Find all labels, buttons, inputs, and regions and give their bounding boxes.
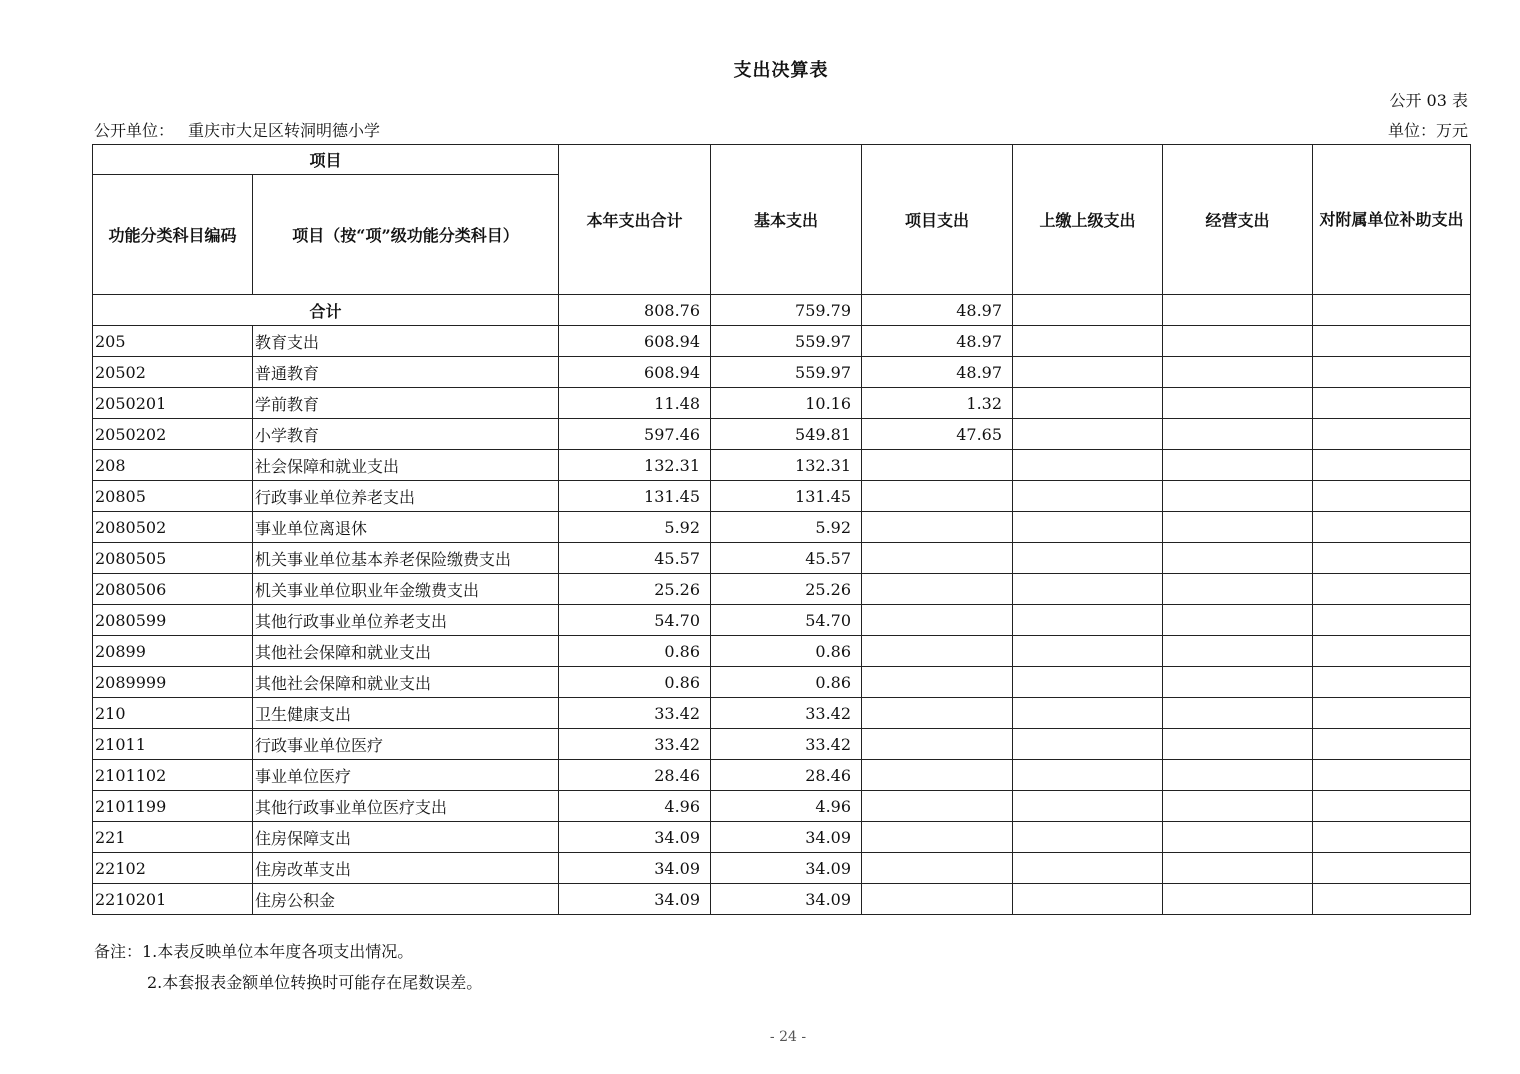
total-cell-basic: 759.79: [711, 295, 862, 326]
cell-code: 20805: [93, 481, 253, 512]
cell-total: 132.31: [559, 450, 711, 481]
cell-subsidy: [1313, 481, 1471, 512]
cell-code: 221: [93, 822, 253, 853]
cell-name: 机关事业单位基本养老保险缴费支出: [253, 543, 559, 574]
cell-subsidy: [1313, 419, 1471, 450]
cell-upper: [1013, 388, 1163, 419]
table-row: [93, 729, 1471, 760]
note-2: 2.本套报表金额单位转换时可能存在尾数误差。: [147, 973, 483, 992]
cell-business: [1163, 760, 1313, 791]
cell-total: 0.86: [559, 636, 711, 667]
cell-business: [1163, 853, 1313, 884]
table-row: [93, 574, 1471, 605]
cell-project: 48.97: [862, 326, 1013, 357]
cell-code: 2050202: [93, 419, 253, 450]
cell-project: 1.32: [862, 388, 1013, 419]
cell-name: 小学教育: [253, 419, 559, 450]
cell-subsidy: [1313, 543, 1471, 574]
form-number: 公开 03 表: [1389, 91, 1468, 110]
cell-basic: 5.92: [711, 512, 862, 543]
cell-code: 2050201: [93, 388, 253, 419]
table-row: [93, 512, 1471, 543]
cell-code: 22102: [93, 853, 253, 884]
cell-project: [862, 791, 1013, 822]
cell-subsidy: [1313, 667, 1471, 698]
cell-basic: 54.70: [711, 605, 862, 636]
table-row: [93, 419, 1471, 450]
table-row: [93, 636, 1471, 667]
cell-business: [1163, 543, 1313, 574]
cell-total: 45.57: [559, 543, 711, 574]
cell-project: [862, 605, 1013, 636]
cell-upper: [1013, 636, 1163, 667]
header-business: 经营支出: [1163, 145, 1313, 295]
cell-project: [862, 481, 1013, 512]
cell-basic: 0.86: [711, 667, 862, 698]
cell-total: 4.96: [559, 791, 711, 822]
cell-upper: [1013, 450, 1163, 481]
cell-code: 2101199: [93, 791, 253, 822]
cell-subsidy: [1313, 791, 1471, 822]
cell-project: [862, 729, 1013, 760]
cell-business: [1163, 605, 1313, 636]
cell-name: 事业单位医疗: [253, 760, 559, 791]
cell-total: 33.42: [559, 729, 711, 760]
cell-business: [1163, 357, 1313, 388]
table-row: [93, 357, 1471, 388]
cell-basic: 28.46: [711, 760, 862, 791]
cell-name: 事业单位离退休: [253, 512, 559, 543]
cell-total: 25.26: [559, 574, 711, 605]
cell-code: 2210201: [93, 884, 253, 915]
cell-upper: [1013, 853, 1163, 884]
table-row: [93, 450, 1471, 481]
notes: [94, 936, 482, 998]
total-cell-upper: [1013, 295, 1163, 326]
cell-name: 住房保障支出: [253, 822, 559, 853]
table-row: [93, 388, 1471, 419]
table-row: [93, 543, 1471, 574]
cell-business: [1163, 729, 1313, 760]
reporting-unit: [94, 118, 380, 141]
cell-upper: [1013, 822, 1163, 853]
cell-basic: 34.09: [711, 853, 862, 884]
cell-project: 48.97: [862, 357, 1013, 388]
total-cell-total: 808.76: [559, 295, 711, 326]
expenditure-table: [92, 144, 1471, 915]
cell-code: 20899: [93, 636, 253, 667]
cell-basic: 132.31: [711, 450, 862, 481]
cell-total: 0.86: [559, 667, 711, 698]
cell-name: 机关事业单位职业年金缴费支出: [253, 574, 559, 605]
cell-business: [1163, 791, 1313, 822]
cell-name: 学前教育: [253, 388, 559, 419]
total-cell-project: 48.97: [862, 295, 1013, 326]
cell-upper: [1013, 543, 1163, 574]
cell-basic: 0.86: [711, 636, 862, 667]
total-cell-business: [1163, 295, 1313, 326]
cell-upper: [1013, 667, 1163, 698]
cell-subsidy: [1313, 605, 1471, 636]
cell-basic: 34.09: [711, 884, 862, 915]
cell-business: [1163, 326, 1313, 357]
table-row: [93, 481, 1471, 512]
cell-total: 28.46: [559, 760, 711, 791]
cell-name: 普通教育: [253, 357, 559, 388]
header-project: 项目支出: [862, 145, 1013, 295]
cell-subsidy: [1313, 760, 1471, 791]
cell-project: [862, 636, 1013, 667]
cell-upper: [1013, 605, 1163, 636]
cell-business: [1163, 636, 1313, 667]
cell-name: 教育支出: [253, 326, 559, 357]
cell-subsidy: [1313, 698, 1471, 729]
cell-name: 其他行政事业单位养老支出: [253, 605, 559, 636]
header-subsidy: 对附属单位补助支出: [1313, 145, 1471, 295]
cell-basic: 34.09: [711, 822, 862, 853]
cell-code: 2080502: [93, 512, 253, 543]
cell-basic: 131.45: [711, 481, 862, 512]
cell-total: 33.42: [559, 698, 711, 729]
currency-unit: 单位：万元: [1387, 121, 1468, 140]
cell-subsidy: [1313, 388, 1471, 419]
cell-upper: [1013, 698, 1163, 729]
cell-code: 2080506: [93, 574, 253, 605]
cell-basic: 25.26: [711, 574, 862, 605]
cell-code: 208: [93, 450, 253, 481]
cell-project: [862, 884, 1013, 915]
cell-basic: 10.16: [711, 388, 862, 419]
cell-subsidy: [1313, 636, 1471, 667]
cell-business: [1163, 667, 1313, 698]
cell-subsidy: [1313, 853, 1471, 884]
cell-basic: 33.42: [711, 698, 862, 729]
cell-subsidy: [1313, 729, 1471, 760]
total-label: 合计: [93, 295, 559, 326]
cell-total: 5.92: [559, 512, 711, 543]
cell-name: 卫生健康支出: [253, 698, 559, 729]
cell-upper: [1013, 419, 1163, 450]
cell-project: [862, 667, 1013, 698]
cell-total: 608.94: [559, 326, 711, 357]
cell-code: 2080599: [93, 605, 253, 636]
cell-basic: 559.97: [711, 357, 862, 388]
cell-name: 其他行政事业单位医疗支出: [253, 791, 559, 822]
table-row: [93, 667, 1471, 698]
cell-subsidy: [1313, 822, 1471, 853]
cell-code: 20502: [93, 357, 253, 388]
table-body: [93, 295, 1471, 915]
cell-upper: [1013, 884, 1163, 915]
header-code: 功能分类科目编码: [93, 175, 253, 295]
cell-total: 34.09: [559, 884, 711, 915]
cell-total: 131.45: [559, 481, 711, 512]
cell-business: [1163, 419, 1313, 450]
cell-name: 其他社会保障和就业支出: [253, 667, 559, 698]
page-number: - 24 -: [769, 1029, 807, 1045]
note-1: 备注：1.本表反映单位本年度各项支出情况。: [94, 942, 414, 961]
cell-total: 608.94: [559, 357, 711, 388]
cell-upper: [1013, 512, 1163, 543]
header-basic: 基本支出: [711, 145, 862, 295]
cell-basic: 4.96: [711, 791, 862, 822]
cell-business: [1163, 512, 1313, 543]
cell-project: [862, 698, 1013, 729]
total-cell-subsidy: [1313, 295, 1471, 326]
cell-subsidy: [1313, 512, 1471, 543]
table-row: [93, 326, 1471, 357]
cell-total: 34.09: [559, 822, 711, 853]
cell-name: 其他社会保障和就业支出: [253, 636, 559, 667]
cell-project: [862, 853, 1013, 884]
cell-project: [862, 760, 1013, 791]
cell-total: 34.09: [559, 853, 711, 884]
table-row: [93, 605, 1471, 636]
cell-business: [1163, 822, 1313, 853]
cell-upper: [1013, 357, 1163, 388]
cell-subsidy: [1313, 326, 1471, 357]
cell-code: 21011: [93, 729, 253, 760]
cell-total: 597.46: [559, 419, 711, 450]
cell-name: 住房改革支出: [253, 853, 559, 884]
cell-upper: [1013, 760, 1163, 791]
cell-code: 205: [93, 326, 253, 357]
cell-basic: 559.97: [711, 326, 862, 357]
header-upper: 上缴上级支出: [1013, 145, 1163, 295]
cell-business: [1163, 884, 1313, 915]
cell-name: 住房公积金: [253, 884, 559, 915]
header-project-group: 项目: [93, 145, 559, 175]
table-row: [93, 884, 1471, 915]
cell-name: 行政事业单位养老支出: [253, 481, 559, 512]
cell-project: [862, 450, 1013, 481]
cell-total: 11.48: [559, 388, 711, 419]
cell-subsidy: [1313, 884, 1471, 915]
cell-name: 行政事业单位医疗: [253, 729, 559, 760]
cell-project: [862, 574, 1013, 605]
cell-business: [1163, 481, 1313, 512]
cell-total: 54.70: [559, 605, 711, 636]
reporting-unit-label: 公开单位：: [94, 121, 175, 140]
cell-basic: 549.81: [711, 419, 862, 450]
cell-upper: [1013, 481, 1163, 512]
cell-upper: [1013, 791, 1163, 822]
cell-code: 2089999: [93, 667, 253, 698]
table-row: [93, 853, 1471, 884]
cell-project: [862, 512, 1013, 543]
cell-project: [862, 543, 1013, 574]
total-row: [93, 295, 1471, 326]
header-total: 本年支出合计: [559, 145, 711, 295]
cell-upper: [1013, 574, 1163, 605]
page-title: 支出决算表: [733, 60, 829, 81]
table-row: [93, 822, 1471, 853]
table-row: [93, 760, 1471, 791]
cell-name: 社会保障和就业支出: [253, 450, 559, 481]
cell-upper: [1013, 729, 1163, 760]
cell-subsidy: [1313, 450, 1471, 481]
cell-subsidy: [1313, 574, 1471, 605]
reporting-unit-name: 重庆市大足区转洞明德小学: [188, 121, 381, 140]
cell-business: [1163, 574, 1313, 605]
cell-project: 47.65: [862, 419, 1013, 450]
cell-code: 210: [93, 698, 253, 729]
cell-basic: 45.57: [711, 543, 862, 574]
cell-project: [862, 822, 1013, 853]
header-name: 项目（按“项”级功能分类科目）: [253, 175, 559, 295]
table-row: [93, 698, 1471, 729]
cell-business: [1163, 388, 1313, 419]
unit-info-row: [94, 118, 1468, 140]
table-row: [93, 791, 1471, 822]
cell-basic: 33.42: [711, 729, 862, 760]
cell-code: 2080505: [93, 543, 253, 574]
cell-code: 2101102: [93, 760, 253, 791]
cell-business: [1163, 698, 1313, 729]
cell-subsidy: [1313, 357, 1471, 388]
cell-upper: [1013, 326, 1163, 357]
cell-business: [1163, 450, 1313, 481]
